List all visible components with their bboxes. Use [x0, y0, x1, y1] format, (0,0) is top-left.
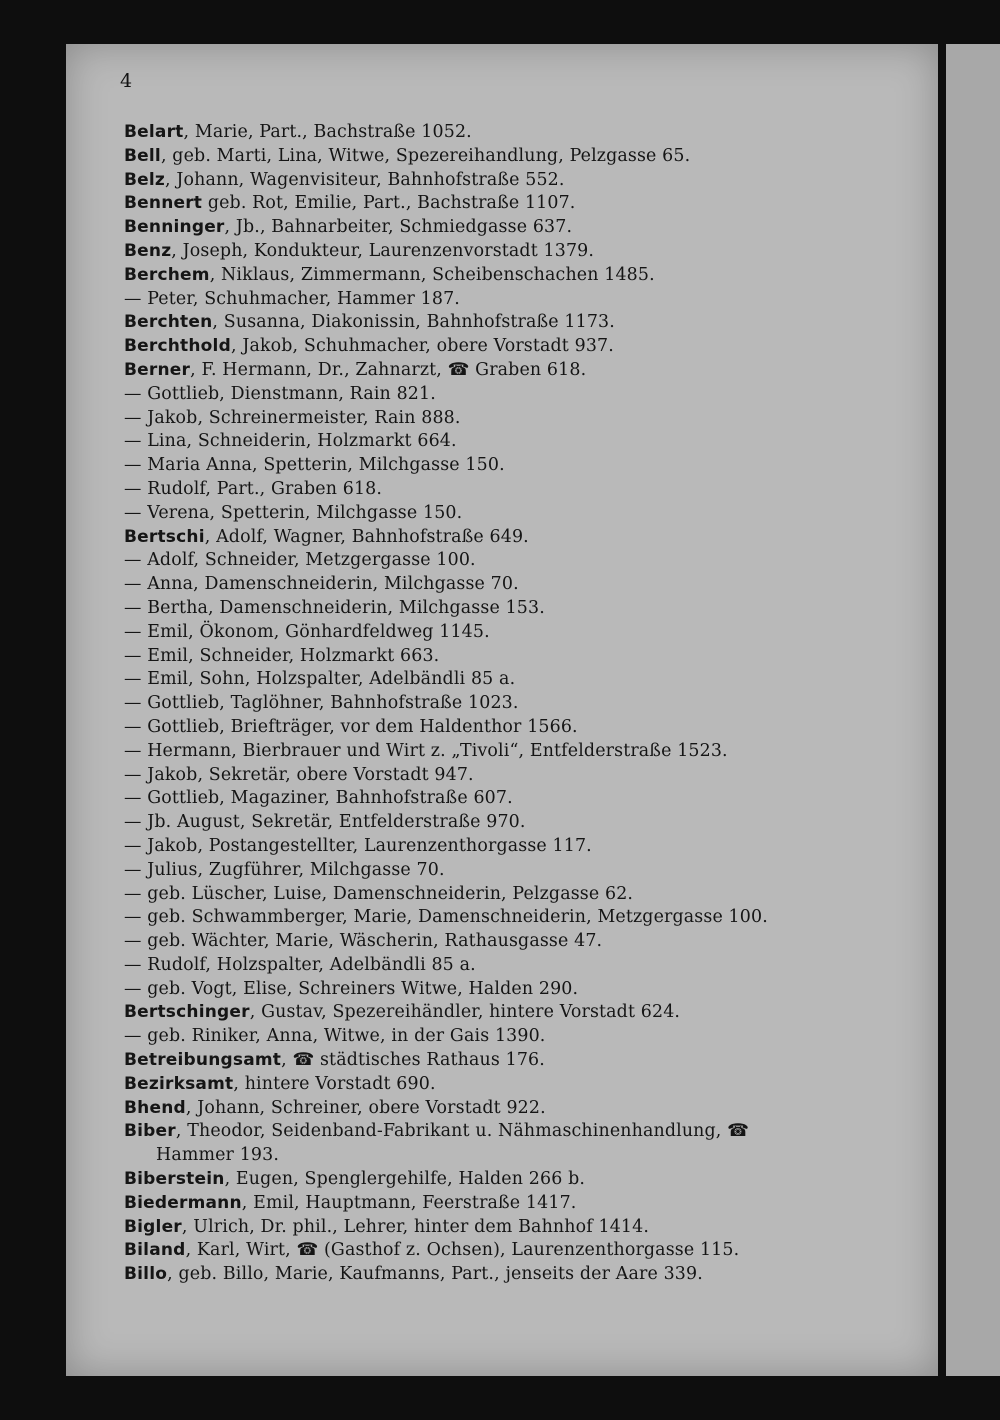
directory-entry	[124, 978, 824, 1002]
entry-details: , Ulrich, Dr. phil., Lehrer, hinter dem Bahnhof 1414.	[181, 1216, 650, 1237]
entry-surname: Berchem	[124, 264, 210, 285]
directory-entry	[124, 930, 824, 954]
entry-details: — Julius, Zugführer, Milchgasse 70.	[124, 859, 445, 880]
directory-entries	[124, 121, 824, 1287]
entry-surname: Biberstein	[124, 1169, 225, 1190]
entry-details: — Peter, Schuhmacher, Hammer 187.	[124, 288, 460, 309]
entry-details: — Hermann, Bierbrauer und Wirt z. „Tivoli“, Entfelderstraße 1523.	[124, 740, 728, 761]
entry-details: , Johann, Schreiner, obere Vorstadt 922.	[185, 1097, 546, 1118]
entry-details: , Eugen, Spenglergehilfe, Halden 266 b.	[224, 1169, 586, 1190]
entry-details: — geb. Schwammberger, Marie, Damenschneiderin, Metzgergasse 100.	[124, 907, 768, 928]
entry-details: — geb. Vogt, Elise, Schreiners Witwe, Halden 290.	[124, 978, 579, 999]
directory-entry	[124, 811, 824, 835]
entry-details: , F. Hermann, Dr., Zahnarzt, ☎ Graben 618.	[190, 359, 587, 380]
directory-entry	[124, 1263, 824, 1287]
directory-entry	[124, 311, 824, 335]
entry-details: , Niklaus, Zimmermann, Scheibenschachen 1485.	[209, 264, 655, 285]
entry-details: — geb. Wächter, Marie, Wäscherin, Rathausgasse 47.	[124, 931, 603, 952]
entry-surname: Berner	[124, 359, 191, 380]
directory-entry	[124, 645, 824, 669]
entry-surname: Bertschinger	[124, 1002, 250, 1023]
entry-details: — geb. Lüscher, Luise, Damenschneiderin, Pelzgasse 62.	[124, 883, 634, 904]
entry-details: , Adolf, Wagner, Bahnhofstraße 649.	[204, 526, 529, 547]
directory-entry	[124, 216, 824, 240]
entry-details: , Susanna, Diakonissin, Bahnhofstraße 1173.	[212, 312, 615, 333]
directory-entry	[124, 430, 824, 454]
entry-surname: Bell	[124, 145, 161, 166]
directory-entry	[124, 597, 824, 621]
entry-details: — Verena, Spetterin, Milchgasse 150.	[124, 502, 463, 523]
entry-surname: Benz	[124, 240, 172, 261]
directory-entry	[124, 335, 824, 359]
entry-surname: Bhend	[124, 1097, 186, 1118]
entry-continuation: Hammer 193.	[156, 1145, 280, 1166]
directory-entry	[124, 1192, 824, 1216]
entry-surname: Bertschi	[124, 526, 205, 547]
entry-details: — Gottlieb, Briefträger, vor dem Haldenthor 1566.	[124, 716, 578, 737]
entry-details: — geb. Riniker, Anna, Witwe, in der Gais 1390.	[124, 1026, 546, 1047]
entry-details: — Gottlieb, Dienstmann, Rain 821.	[124, 383, 436, 404]
entry-details: — Gottlieb, Magaziner, Bahnhofstraße 607.	[124, 788, 513, 809]
entry-details: — Bertha, Damenschneiderin, Milchgasse 153.	[124, 597, 545, 618]
directory-entry	[124, 264, 824, 288]
directory-entry	[124, 121, 824, 145]
directory-entry	[124, 859, 824, 883]
entry-details: , Karl, Wirt, ☎ (Gasthof z. Ochsen), Laurenzenthorgasse 115.	[185, 1240, 740, 1261]
entry-surname: Biber	[124, 1121, 176, 1142]
directory-entry	[124, 668, 824, 692]
entry-details: , Gustav, Spezereihändler, hintere Vorstadt 624.	[249, 1002, 681, 1023]
directory-entry	[124, 359, 824, 383]
entry-details: , hintere Vorstadt 690.	[233, 1073, 436, 1094]
page-number: 4	[120, 70, 133, 92]
directory-entry	[124, 502, 824, 526]
entry-details: , ☎ städtisches Rathaus 176.	[281, 1050, 545, 1071]
entry-details: , Jb., Bahnarbeiter, Schmiedgasse 637.	[224, 217, 573, 238]
directory-entry	[124, 1216, 824, 1240]
directory-entry	[124, 883, 824, 907]
directory-entry	[124, 692, 824, 716]
entry-details: — Jakob, Sekretär, obere Vorstadt 947.	[124, 764, 474, 785]
entry-details: — Jakob, Postangestellter, Laurenzenthorgasse 117.	[124, 835, 592, 856]
directory-entry	[124, 1239, 824, 1263]
entry-details: — Gottlieb, Taglöhner, Bahnhofstraße 1023.	[124, 693, 519, 714]
entry-surname: Biland	[124, 1240, 186, 1261]
entry-surname: Belz	[124, 169, 166, 190]
entry-details: , geb. Marti, Lina, Witwe, Spezereihandlung, Pelzgasse 65.	[160, 145, 691, 166]
directory-entry	[124, 740, 824, 764]
entry-details: — Jb. August, Sekretär, Entfelderstraße 970.	[124, 812, 526, 833]
directory-entry	[124, 478, 824, 502]
directory-entry	[124, 1120, 824, 1168]
directory-entry	[124, 383, 824, 407]
directory-entry	[124, 192, 824, 216]
directory-entry	[124, 549, 824, 573]
entry-surname: Bennert	[124, 193, 203, 214]
directory-entry	[124, 573, 824, 597]
directory-entry	[124, 1049, 824, 1073]
entry-details: — Emil, Sohn, Holzspalter, Adelbändli 85 a.	[124, 669, 516, 690]
entry-details: — Emil, Ökonom, Gönhardfeldweg 1145.	[124, 621, 490, 642]
entry-details: , Johann, Wagenvisiteur, Bahnhofstraße 552.	[165, 169, 565, 190]
directory-entry	[124, 1025, 824, 1049]
directory-entry	[124, 145, 824, 169]
entry-details: — Emil, Schneider, Holzmarkt 663.	[124, 645, 440, 666]
entry-details: — Adolf, Schneider, Metzgergasse 100.	[124, 550, 476, 571]
directory-entry	[124, 526, 824, 550]
entry-details: , Joseph, Kondukteur, Laurenzenvorstadt 1379.	[171, 240, 595, 261]
entry-details: geb. Rot, Emilie, Part., Bachstraße 1107.	[202, 193, 576, 214]
entry-details: — Rudolf, Part., Graben 618.	[124, 478, 383, 499]
directory-entry	[124, 454, 824, 478]
directory-entry	[124, 1168, 824, 1192]
directory-entry	[124, 240, 824, 264]
entry-details: , Emil, Hauptmann, Feerstraße 1417.	[241, 1192, 577, 1213]
entry-details: — Lina, Schneiderin, Holzmarkt 664.	[124, 431, 457, 452]
directory-entry	[124, 169, 824, 193]
entry-details: , geb. Billo, Marie, Kaufmanns, Part., jenseits der Aare 339.	[167, 1264, 703, 1285]
entry-surname: Belart	[124, 122, 184, 142]
entry-surname: Bezirksamt	[124, 1073, 234, 1094]
entry-details: — Anna, Damenschneiderin, Milchgasse 70.	[124, 574, 519, 595]
entry-surname: Bigler	[124, 1216, 182, 1237]
directory-entry	[124, 764, 824, 788]
directory-entry	[124, 1001, 824, 1025]
directory-entry	[124, 954, 824, 978]
entry-surname: Berchten	[124, 312, 213, 333]
entry-details: — Jakob, Schreinermeister, Rain 888.	[124, 407, 461, 428]
entry-details: , Marie, Part., Bachstraße 1052.	[183, 122, 472, 142]
directory-entry	[124, 835, 824, 859]
entry-surname: Benninger	[124, 217, 225, 238]
entry-details: — Maria Anna, Spetterin, Milchgasse 150.	[124, 455, 505, 476]
entry-details: , Jakob, Schuhmacher, obere Vorstadt 937.	[230, 336, 614, 357]
entry-surname: Billo	[124, 1264, 168, 1285]
entry-surname: Berchthold	[124, 336, 231, 357]
entry-details: , Theodor, Seidenband-Fabrikant u. Nähmaschinenhandlung, ☎	[175, 1121, 749, 1142]
entry-surname: Biedermann	[124, 1192, 242, 1213]
directory-entry	[124, 1073, 824, 1097]
directory-entry	[124, 906, 824, 930]
directory-entry	[124, 716, 824, 740]
directory-entry	[124, 407, 824, 431]
entry-details: — Rudolf, Holzspalter, Adelbändli 85 a.	[124, 954, 476, 975]
directory-entry	[124, 1097, 824, 1121]
entry-surname: Betreibungsamt	[124, 1050, 282, 1071]
directory-entry	[124, 787, 824, 811]
directory-entry	[124, 288, 824, 312]
adjacent-page-edge	[946, 44, 1000, 1376]
directory-entry	[124, 621, 824, 645]
